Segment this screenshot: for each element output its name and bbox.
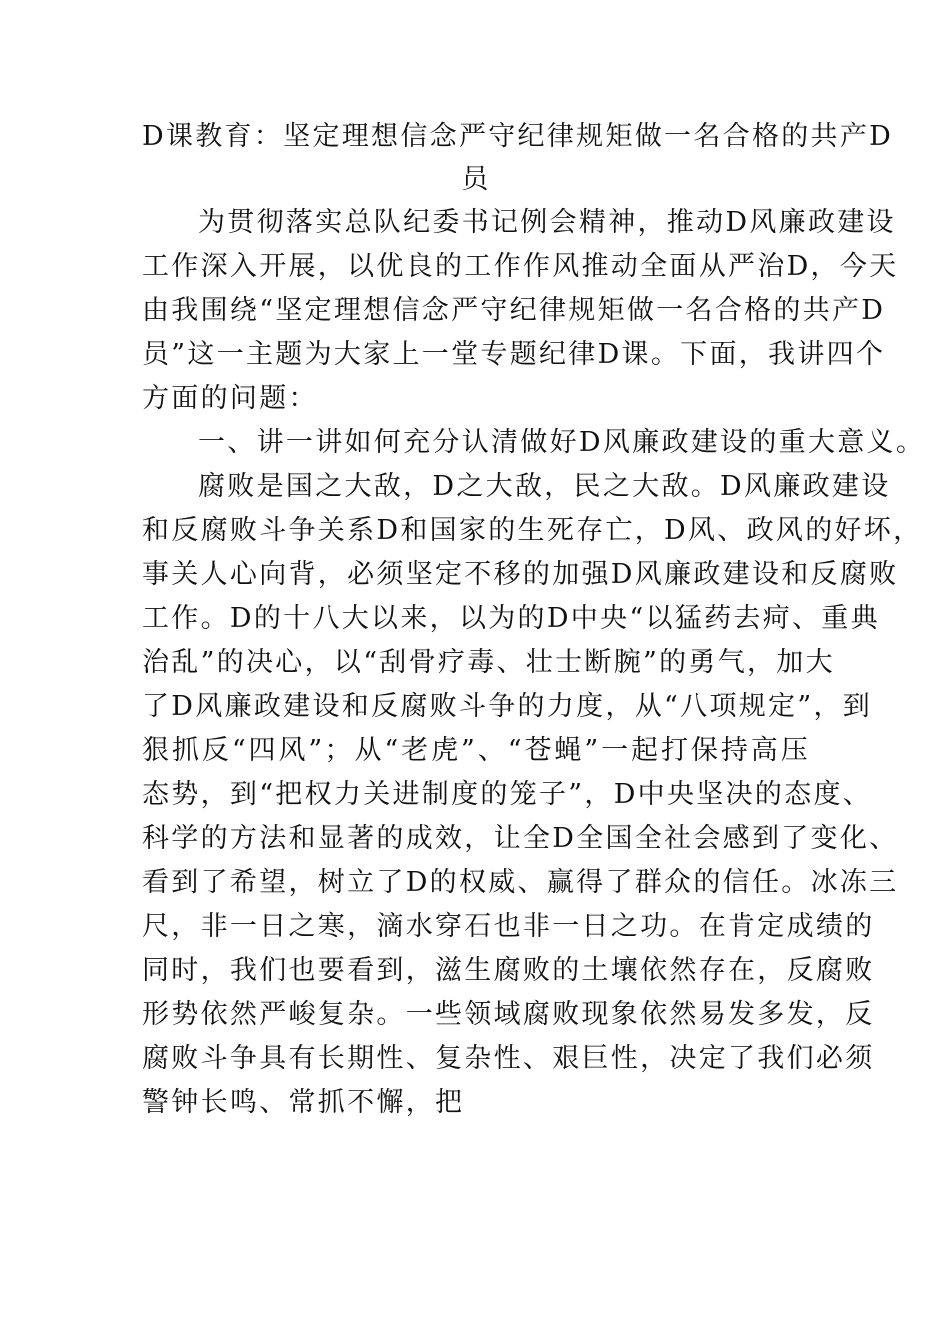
section-heading: 一、讲一讲如何充分认清做好D风廉政建设的重大意义。 [198, 427, 926, 458]
paragraph-line: 方面的问题： [142, 383, 318, 414]
paragraph-line: 腐败是国之大敌，D之大敌，民之大敌。D风廉政建设 [198, 471, 891, 502]
paragraph-line: 治乱”的决心，以“刮骨疗毒、壮士断腕”的勇气，加大 [142, 647, 835, 678]
paragraph-line: 科学的方法和显著的成效，让全D全国全社会感到了变化、 [142, 823, 899, 854]
paragraph-line: 由我围绕“坚定理想信念严守纪律规矩做一名合格的共产D [142, 295, 886, 326]
paragraph-line: 态势，到“把权力关进制度的笼子”，D中央坚决的态度、 [142, 779, 873, 810]
paragraph-line: 同时，我们也要看到，滋生腐败的土壤依然存在，反腐败 [142, 955, 875, 986]
paragraph-line: 事关人心向背，必须坚定不移的加强D风廉政建设和反腐败 [142, 559, 899, 590]
paragraph-line: 看到了希望，树立了D的权威、赢得了群众的信任。冰冻三 [142, 867, 899, 898]
paragraph-line: 狠抓反“四风”；从“老虎”、“苍蝇”一起打保持高压 [142, 735, 810, 766]
paragraph-line: 员”这一主题为大家上一堂专题纪律D课。下面，我讲四个 [142, 339, 886, 370]
paragraph-line: 了D风廉政建设和反腐败斗争的力度，从“八项规定”，到 [142, 691, 873, 722]
paragraph-line: 腐败斗争具有长期性、复杂性、艰巨性，决定了我们必须 [142, 1043, 875, 1074]
paragraph-line: 为贯彻落实总队纪委书记例会精神，推动D风廉政建设 [198, 207, 896, 238]
document-title-line-2: 员 [461, 164, 491, 195]
document-title-line-1: D课教育：坚定理想信念严守纪律规矩做一名合格的共产D [142, 121, 894, 152]
paragraph-line: 警钟长鸣、常抓不懈，把 [142, 1087, 465, 1118]
paragraph-line: 形势依然严峻复杂。一些领域腐败现象依然易发多发，反 [142, 999, 875, 1030]
paragraph-line: 工作深入开展，以优良的工作作风推动全面从严治D，今天 [142, 251, 899, 282]
paragraph-line: 和反腐败斗争关系D和国家的生死存亡，D风、政风的好坏， [142, 515, 923, 546]
paragraph-line: 尺，非一日之寒，滴水穿石也非一日之功。在肯定成绩的 [142, 911, 875, 942]
paragraph-line: 工作。D的十八大以来，以为的D中央“以猛药去疴、重典 [142, 603, 880, 634]
